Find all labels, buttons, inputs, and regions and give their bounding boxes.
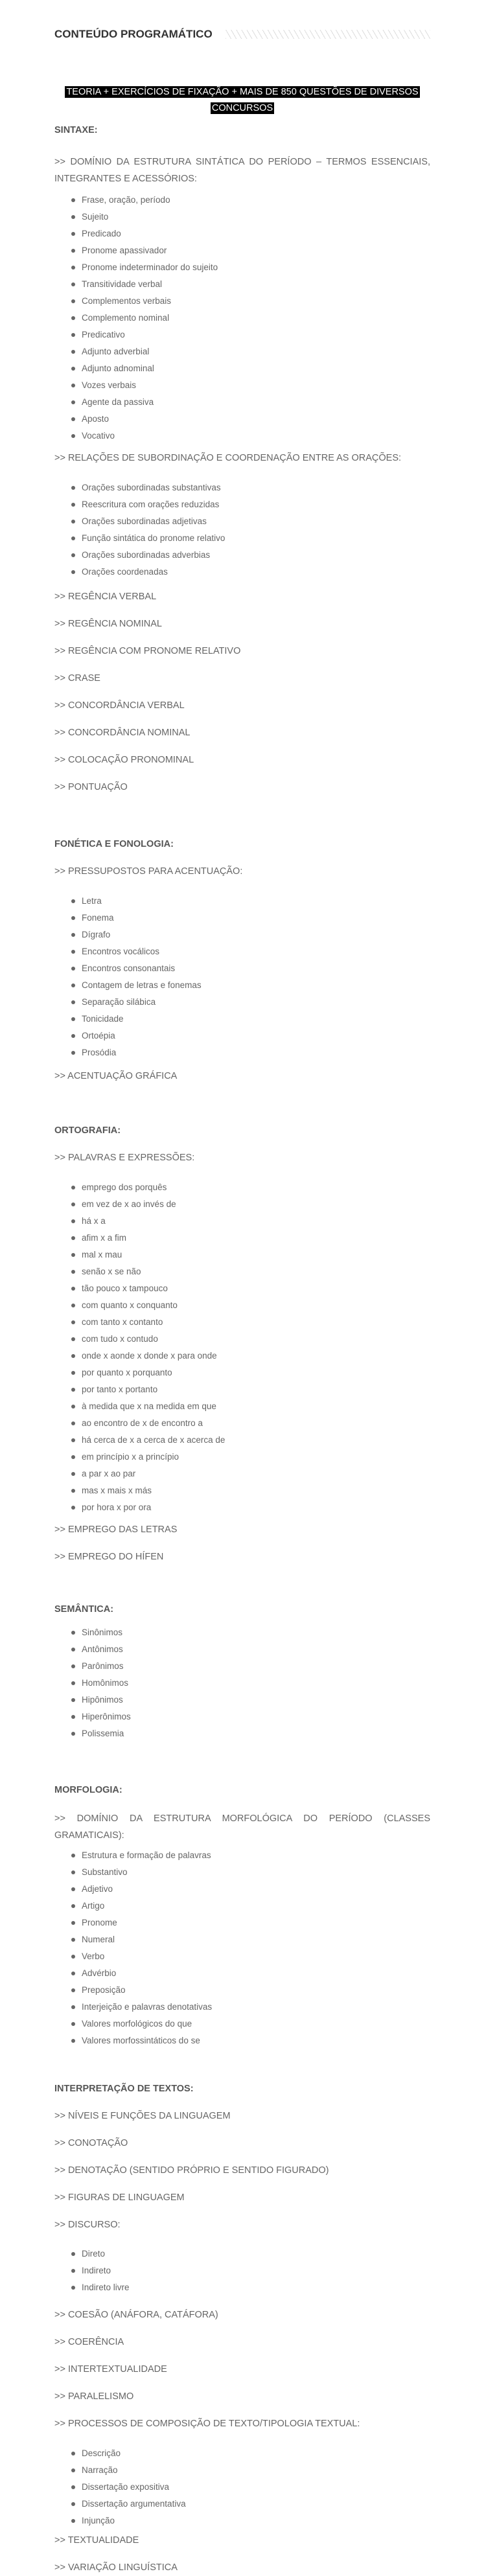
list-item: ao encontro de x de encontro a xyxy=(82,1415,419,1432)
list-item: Frase, oração, período xyxy=(82,192,419,209)
list-item: Homônimos xyxy=(82,1675,419,1692)
topic-acentuacao-grafica: >> ACENTUAÇÃO GRÁFICA xyxy=(54,1071,178,1081)
topic-regencia-verbal: >> REGÊNCIA VERBAL xyxy=(54,592,157,602)
list-semantica xyxy=(54,1624,419,1742)
list-item: emprego dos porquês xyxy=(82,1179,419,1196)
list-item: onde x aonde x donde x para onde xyxy=(82,1348,419,1364)
list-item: Tonicidade xyxy=(82,1011,419,1028)
list-item: Pronome apassivador xyxy=(82,242,419,259)
topic-coerencia: >> COERÊNCIA xyxy=(54,2337,124,2347)
list-item: Letra xyxy=(82,893,419,910)
topic-conotacao: >> CONOTAÇÃO xyxy=(54,2138,128,2148)
topic-pontuacao: >> PONTUAÇÃO xyxy=(54,782,128,792)
list-item: mal x mau xyxy=(82,1247,419,1263)
list-item: Advérbio xyxy=(82,1965,419,1982)
list-item: afim x a fim xyxy=(82,1230,419,1247)
list-item: Encontros vocálicos xyxy=(82,943,419,960)
list-item: Polissemia xyxy=(82,1725,419,1742)
topic-figuras-linguagem: >> FIGURAS DE LINGUAGEM xyxy=(54,2192,185,2203)
list-item: Narração xyxy=(82,2462,419,2479)
list-item: Artigo xyxy=(82,1898,419,1915)
list-item: Orações subordinadas adverbias xyxy=(82,547,419,564)
list-classes-gramaticais xyxy=(54,1847,419,2049)
list-item: Antônimos xyxy=(82,1641,419,1658)
topic-regencia-nominal: >> REGÊNCIA NOMINAL xyxy=(54,619,162,629)
list-item: Hipônimos xyxy=(82,1692,419,1708)
list-item: Prosódia xyxy=(82,1044,419,1061)
list-item: Separação silábica xyxy=(82,994,419,1011)
list-item: Interjeição e palavras denotativas xyxy=(82,1999,419,2016)
section-title-morfologia: MORFOLOGIA: xyxy=(54,1785,122,1795)
list-item: Contagem de letras e fonemas xyxy=(82,977,419,994)
topic-emprego-hifen: >> EMPREGO DO HÍFEN xyxy=(54,1552,164,1562)
list-item: por hora x por ora xyxy=(82,1499,419,1516)
list-item: Parônimos xyxy=(82,1658,419,1675)
list-item: Dissertação argumentativa xyxy=(82,2496,419,2513)
list-item: Estrutura e formação de palavras xyxy=(82,1847,419,1864)
list-item: Vocativo xyxy=(82,428,419,444)
list-item: Descrição xyxy=(82,2445,419,2462)
topic-discurso: >> DISCURSO: xyxy=(54,2220,121,2230)
list-item: Encontros consonantais xyxy=(82,960,419,977)
list-item: Verbo xyxy=(82,1948,419,1965)
highlight-banner xyxy=(54,84,430,117)
topic-denotacao: >> DENOTAÇÃO (SENTIDO PRÓPRIO E SENTIDO FIGURADO) xyxy=(54,2165,329,2176)
list-item: a par x ao par xyxy=(82,1466,419,1482)
list-item: Orações subordinadas adjetivas xyxy=(82,513,419,530)
list-item: Indireto livre xyxy=(82,2279,419,2296)
list-item: Dígrafo xyxy=(82,926,419,943)
list-item: Predicativo xyxy=(82,327,419,343)
list-item: Aposto xyxy=(82,411,419,428)
topic-concordancia-nominal: >> CONCORDÂNCIA NOMINAL xyxy=(54,728,191,738)
list-item: Valores morfológicos do que xyxy=(82,2016,419,2032)
list-item: Sinônimos xyxy=(82,1624,419,1641)
list-item: Vozes verbais xyxy=(82,377,419,394)
topic-relacoes-oracoes: >> RELAÇÕES DE SUBORDINAÇÃO E COORDENAÇÃO ENTRE AS ORAÇÕES: xyxy=(54,453,402,463)
list-item: Substantivo xyxy=(82,1864,419,1881)
list-item: com quanto x conquanto xyxy=(82,1297,419,1314)
list-item: com tanto x contanto xyxy=(82,1314,419,1331)
list-item: há x a xyxy=(82,1213,419,1230)
list-item: há cerca de x a cerca de x acerca de xyxy=(82,1432,419,1449)
topic-concordancia-verbal: >> CONCORDÂNCIA VERBAL xyxy=(54,700,185,711)
topic-tipologia-textual: >> PROCESSOS DE COMPOSIÇÃO DE TEXTO/TIPOLOGIA TEXTUAL: xyxy=(54,2419,360,2429)
list-item: à medida que x na medida em que xyxy=(82,1398,419,1415)
list-item: Valores morfossintáticos do se xyxy=(82,2032,419,2049)
section-title-sintaxe: SINTAXE: xyxy=(54,125,98,135)
list-discurso xyxy=(54,2246,419,2296)
banner-text: TEORIA + EXERCÍCIOS DE FIXAÇÃO + MAIS DE 850 QUESTÕES DE DIVERSOS CONCURSOS xyxy=(66,87,419,113)
topic-paralelismo: >> PARALELISMO xyxy=(54,2391,134,2402)
list-item: Complemento nominal xyxy=(82,310,419,327)
list-item: em vez de x ao invés de xyxy=(82,1196,419,1213)
topic-emprego-letras: >> EMPREGO DAS LETRAS xyxy=(54,1524,178,1535)
list-termos-sintaticos xyxy=(54,192,419,444)
list-item: Complementos verbais xyxy=(82,293,419,310)
topic-crase: >> CRASE xyxy=(54,673,100,684)
section-title-fonetica: FONÉTICA E FONOLOGIA: xyxy=(54,839,174,849)
list-item: Transitividade verbal xyxy=(82,276,419,293)
list-item: Função sintática do pronome relativo xyxy=(82,530,419,547)
decorative-hatch-line xyxy=(226,30,430,39)
page-header xyxy=(54,25,430,44)
topic-colocacao-pronominal: >> COLOCAÇÃO PRONOMINAL xyxy=(54,755,194,765)
list-item: tão pouco x tampouco xyxy=(82,1280,419,1297)
section-title-interpretacao: INTERPRETAÇÃO DE TEXTOS: xyxy=(54,2084,194,2094)
list-item: Orações subordinadas substantivas xyxy=(82,479,419,496)
list-item: Reescritura com orações reduzidas xyxy=(82,496,419,513)
list-item: senão x se não xyxy=(82,1263,419,1280)
list-item: Preposição xyxy=(82,1982,419,1999)
list-item: por tanto x portanto xyxy=(82,1381,419,1398)
topic-variacao-linguistica: >> VARIAÇÃO LINGUÍSTICA xyxy=(54,2562,178,2573)
list-item: Hiperônimos xyxy=(82,1708,419,1725)
page-title: CONTEÚDO PROGRAMÁTICO xyxy=(54,28,213,40)
section-title-ortografia: ORTOGRAFIA: xyxy=(54,1125,121,1136)
list-item: Injunção xyxy=(82,2513,419,2529)
list-oracoes xyxy=(54,479,419,581)
list-item: por quanto x porquanto xyxy=(82,1364,419,1381)
list-tipologia-textual xyxy=(54,2445,419,2529)
topic-niveis-funcoes: >> NÍVEIS E FUNÇÕES DA LINGUAGEM xyxy=(54,2111,231,2121)
list-palavras-expressoes xyxy=(54,1179,419,1516)
list-item: Adjunto adverbial xyxy=(82,343,419,360)
list-item: Numeral xyxy=(82,1931,419,1948)
topic-textualidade: >> TEXTUALIDADE xyxy=(54,2535,139,2546)
list-fonetica xyxy=(54,893,419,1061)
list-item: com tudo x contudo xyxy=(82,1331,419,1348)
topic-regencia-pronome-relativo: >> REGÊNCIA COM PRONOME RELATIVO xyxy=(54,646,241,656)
list-item: mas x mais x más xyxy=(82,1482,419,1499)
list-item: Adjetivo xyxy=(82,1881,419,1898)
list-item: Adjunto adnominal xyxy=(82,360,419,377)
list-item: em princípio x a princípio xyxy=(82,1449,419,1466)
list-item: Sujeito xyxy=(82,209,419,225)
section-title-semantica: SEMÂNTICA: xyxy=(54,1604,114,1615)
topic-pressupostos-acentuacao: >> PRESSUPOSTOS PARA ACENTUAÇÃO: xyxy=(54,866,243,877)
topic-estrutura-morfologica: >> DOMÍNIO DA ESTRUTURA MORFOLÓGICA DO PERÍODO (CLASSES GRAMATICAIS): xyxy=(54,1813,430,1841)
topic-intertextualidade: >> INTERTEXTUALIDADE xyxy=(54,2364,167,2375)
topic-coesao: >> COESÃO (ANÁFORA, CATÁFORA) xyxy=(54,2310,218,2320)
list-item: Indireto xyxy=(82,2262,419,2279)
list-item: Dissertação expositiva xyxy=(82,2479,419,2496)
list-item: Predicado xyxy=(82,225,419,242)
list-item: Pronome xyxy=(82,1915,419,1931)
topic-estrutura-sintatica: >> DOMÍNIO DA ESTRUTURA SINTÁTICA DO PERÍODO – TERMOS ESSENCIAIS, INTEGRANTES E ACESSÓRIOS: xyxy=(54,157,430,184)
list-item: Pronome indeterminador do sujeito xyxy=(82,259,419,276)
list-item: Ortoépia xyxy=(82,1028,419,1044)
list-item: Direto xyxy=(82,2246,419,2262)
list-item: Agente da passiva xyxy=(82,394,419,411)
list-item: Orações coordenadas xyxy=(82,564,419,581)
topic-palavras-expressoes: >> PALAVRAS E EXPRESSÕES: xyxy=(54,1153,195,1163)
list-item: Fonema xyxy=(82,910,419,926)
